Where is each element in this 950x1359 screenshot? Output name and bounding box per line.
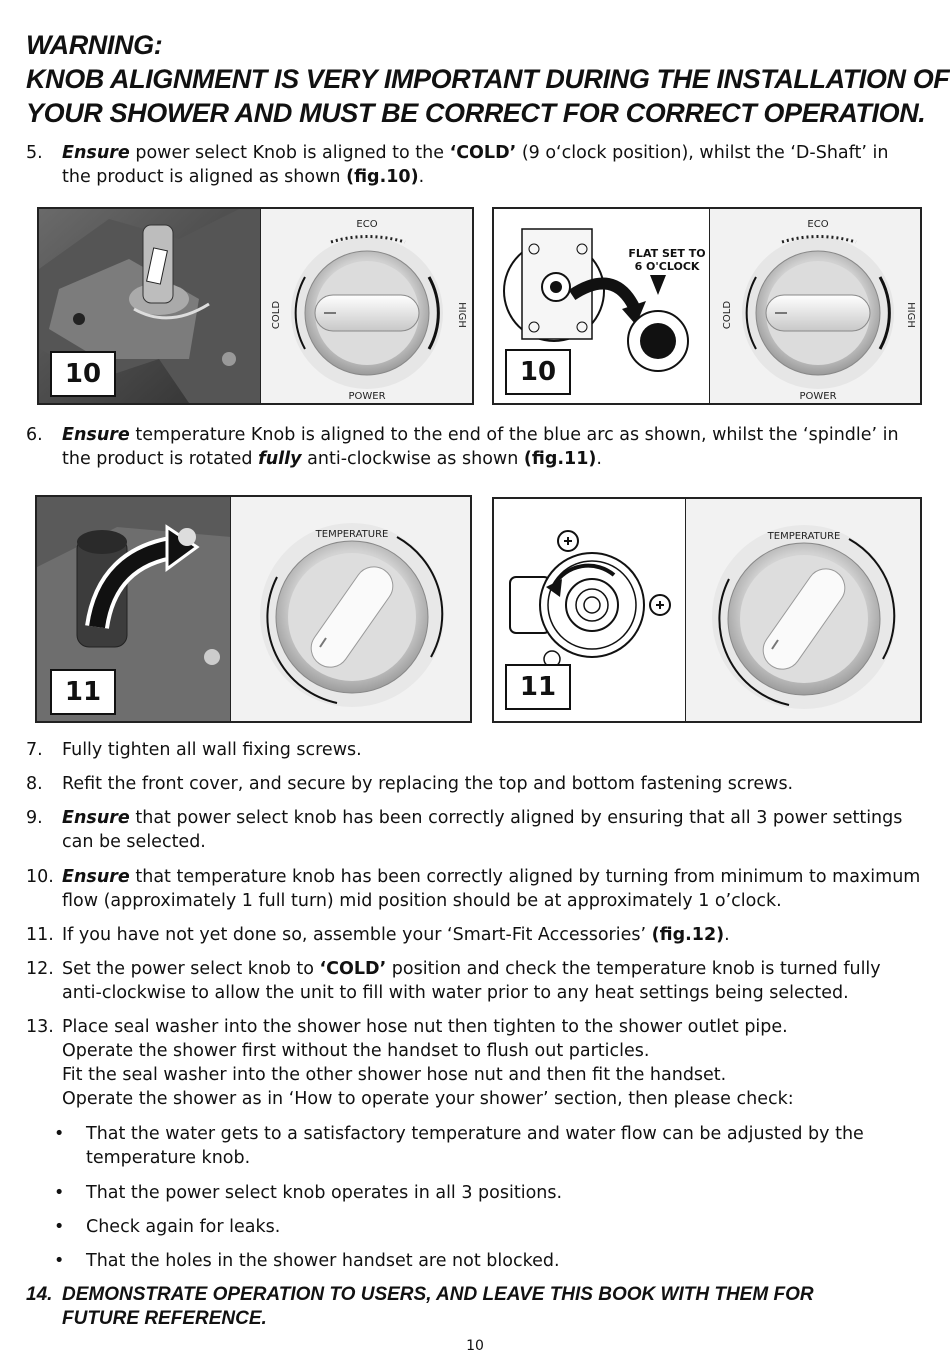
step-text: that temperature knob has been correctly aligned by turning from minimum to maximum [129, 867, 921, 887]
step-14 [26, 1283, 926, 1331]
step-text: Fully tighten all wall fixing screws. [62, 740, 362, 760]
step-text: . [724, 925, 730, 945]
step-6 [26, 423, 926, 471]
step-number: 6. [26, 425, 43, 445]
check-item [54, 1181, 914, 1205]
check-text: That the water gets to a satisfactory temperature and water flow can be adjusted by the [86, 1124, 864, 1144]
figure-reference: (fig.10) [346, 167, 419, 187]
step-text: If you have not yet done so, assemble your ‘Smart-Fit Accessories’ [62, 925, 652, 945]
step-emphasis: Ensure [62, 425, 130, 445]
figure-11-left [35, 495, 472, 723]
step-text: that power select knob has been correctly aligned by ensuring that all 3 power settings [129, 808, 903, 828]
step-11 [26, 923, 926, 947]
figure-label: 10 [50, 351, 116, 397]
step-text: Place seal washer into the shower hose nut then tighten to the shower outlet pipe. [62, 1017, 788, 1037]
step-text: (9 o‘clock position), whilst the ‘D-Shaft’ in [516, 143, 889, 163]
step-number: 11. [26, 925, 54, 945]
step-number: 10. [26, 867, 54, 887]
warning-title: WARNING: [26, 30, 163, 60]
step-emphasis: Ensure [62, 867, 130, 887]
cold-label: ‘COLD’ [319, 959, 387, 979]
high-label: HIGH [905, 302, 916, 328]
step-emphasis: Ensure [62, 808, 130, 828]
page-number: 10 [466, 1338, 484, 1354]
power-label: POWER [799, 391, 837, 402]
bullet-icon: • [54, 1217, 65, 1237]
check-item [54, 1249, 914, 1273]
temperature-label: TEMPERATURE [767, 531, 841, 542]
figure-reference: (fig.12) [651, 925, 725, 945]
figure-10-right [492, 207, 922, 405]
check-text: temperature knob. [86, 1148, 251, 1168]
final-instruction: FUTURE REFERENCE. [62, 1308, 267, 1329]
warning-line-2: YOUR SHOWER AND MUST BE CORRECT FOR CORRECT OPERATION. [26, 98, 926, 128]
step-10 [26, 865, 926, 913]
step-number: 14. [26, 1284, 53, 1305]
cold-label: COLD [271, 300, 282, 330]
figure-reference: (fig.11) [523, 449, 597, 469]
step-text: . [418, 167, 425, 187]
step-5 [26, 141, 926, 189]
flat-note-line-2: 6 O'CLOCK [634, 260, 700, 273]
warning-heading [26, 28, 950, 130]
step-number: 12. [26, 959, 54, 979]
temperature-label: TEMPERATURE [315, 529, 389, 540]
step-text: Set the power select knob to [62, 959, 320, 979]
step-number: 9. [26, 808, 43, 828]
step-text: power select Knob is aligned to the [129, 143, 450, 163]
cold-label: ‘COLD’ [449, 143, 517, 163]
step-13 [26, 1015, 926, 1111]
figure-label: 10 [505, 349, 571, 395]
step-emphasis: fully [258, 449, 302, 469]
bullet-icon: • [54, 1124, 65, 1144]
eco-label: ECO [356, 219, 378, 230]
step-text: anti-clockwise to allow the unit to fill with water prior to any heat settings being selected. [62, 983, 849, 1003]
step-emphasis: Ensure [62, 143, 130, 163]
step-number: 7. [26, 740, 43, 760]
figure-10-left [37, 207, 474, 405]
figure-11-right [492, 497, 922, 723]
step-text: temperature Knob is aligned to the end of the blue arc as shown, whilst the ‘spindle’ in [129, 425, 899, 445]
check-item [54, 1215, 914, 1239]
step-9 [26, 806, 926, 854]
step-text: can be selected. [62, 832, 206, 852]
step-text: Operate the shower first without the handset to flush out particles. [62, 1041, 650, 1061]
step-text: Refit the front cover, and secure by replacing the top and bottom fastening screws. [62, 774, 794, 794]
step-text: anti-clockwise as shown [301, 449, 524, 469]
bullet-icon: • [54, 1251, 65, 1271]
eco-label: ECO [807, 219, 829, 230]
bullet-icon: • [54, 1183, 65, 1203]
cold-label: COLD [722, 300, 733, 330]
flat-note-line-1: FLAT SET TO [628, 247, 706, 260]
step-text: the product is rotated [62, 449, 259, 469]
check-item [54, 1122, 914, 1170]
figure-label: 11 [505, 664, 571, 710]
step-8 [26, 772, 926, 796]
step-text: Operate the shower as in ‘How to operate your shower’ section, then please check: [62, 1089, 794, 1109]
final-instruction: DEMONSTRATE OPERATION TO USERS, AND LEAVE THIS BOOK WITH THEM FOR [62, 1284, 814, 1305]
step-text: the product is aligned as shown [62, 167, 347, 187]
step-text: flow (approximately 1 full turn) mid position should be at approximately 1 o’clock. [62, 891, 782, 911]
step-text: Fit the seal washer into the other shower hose nut and then fit the handset. [62, 1065, 727, 1085]
figure-label: 11 [50, 669, 116, 715]
check-text: Check again for leaks. [86, 1217, 281, 1237]
step-text: position and check the temperature knob is turned fully [386, 959, 881, 979]
step-12 [26, 957, 926, 1005]
check-text: That the power select knob operates in all 3 positions. [86, 1183, 563, 1203]
check-text: That the holes in the shower handset are not blocked. [86, 1251, 560, 1271]
step-text: . [596, 449, 602, 469]
power-label: POWER [348, 391, 386, 402]
step-7 [26, 738, 926, 762]
high-label: HIGH [456, 302, 467, 328]
step-number: 5. [26, 143, 43, 163]
step-number: 8. [26, 774, 43, 794]
step-number: 13. [26, 1017, 54, 1037]
warning-line-1: KNOB ALIGNMENT IS VERY IMPORTANT DURING THE INSTALLATION OF [26, 64, 950, 94]
